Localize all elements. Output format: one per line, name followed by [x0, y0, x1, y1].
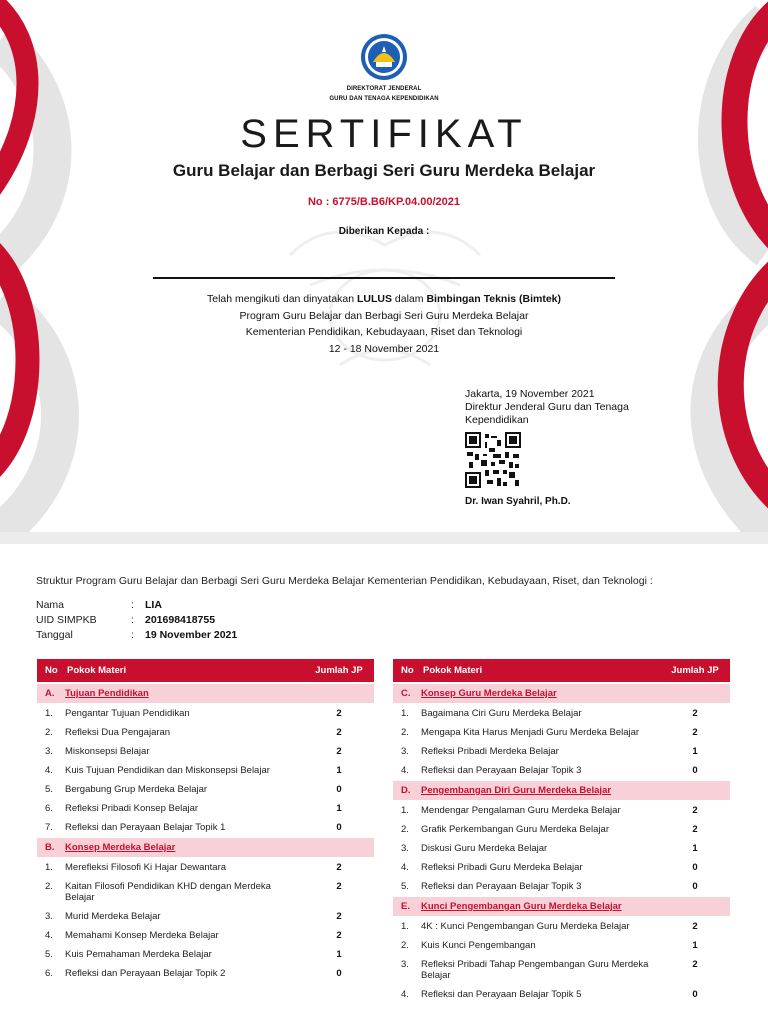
row-no: 1. — [401, 805, 409, 816]
table-row — [393, 876, 730, 895]
table-row — [37, 857, 374, 876]
row-no: 3. — [401, 843, 409, 854]
row-jp: 0 — [336, 968, 342, 979]
row-no: 2. — [401, 940, 409, 951]
structure-intro: Struktur Program Guru Belajar dan Berbagi Seri Guru Merdeka Belajar Kementerian Pendidikan, Kebudayaan, Riset, dan Teknologi : — [36, 575, 653, 587]
row-no: 7. — [45, 822, 53, 833]
table-row — [393, 838, 730, 857]
row-materi: Bagaimana Ciri Guru Merdeka Belajar — [421, 708, 582, 719]
sign-title-1: Direktur Jenderal Guru dan Tenaga — [465, 401, 629, 413]
section-title: Kunci Pengembangan Guru Merdeka Belajar — [421, 901, 622, 912]
row-jp: 2 — [336, 911, 342, 922]
row-materi: Grafik Perkembangan Guru Merdeka Belajar — [421, 824, 609, 835]
materi-table-left — [37, 659, 374, 982]
table-row — [37, 703, 374, 722]
row-no: 6. — [45, 968, 53, 979]
row-no: 1. — [45, 862, 53, 873]
row-no: 2. — [45, 881, 53, 892]
row-no: 6. — [45, 803, 53, 814]
row-no: 3. — [45, 746, 53, 757]
row-materi: Bergabung Grup Merdeka Belajar — [65, 784, 208, 795]
row-no: 1. — [45, 708, 53, 719]
sign-place-date: Jakarta, 19 November 2021 — [465, 388, 595, 400]
row-materi: Mengapa Kita Harus Menjadi Guru Merdeka Belajar — [421, 727, 640, 738]
table-row — [37, 963, 374, 982]
row-jp: 2 — [336, 881, 342, 892]
info-row-nama — [36, 598, 237, 613]
section-letter: C. — [401, 688, 411, 699]
org-line-1: DIREKTORAT JENDERAL — [346, 86, 422, 92]
header-no: No — [401, 665, 414, 676]
header-materi: Pokok Materi — [423, 665, 483, 676]
row-no: 5. — [45, 949, 53, 960]
row-no: 4. — [401, 765, 409, 776]
section-row — [393, 684, 730, 703]
row-materi: Kuis Pemahaman Merdeka Belajar — [65, 949, 212, 960]
row-jp: 1 — [692, 843, 698, 854]
row-jp: 0 — [692, 765, 698, 776]
row-jp: 0 — [692, 862, 698, 873]
table-row — [393, 819, 730, 838]
row-jp: 1 — [336, 949, 342, 960]
row-materi: Memahami Konsep Merdeka Belajar — [65, 930, 219, 941]
body-line-1 — [0, 291, 768, 308]
table-row — [37, 944, 374, 963]
row-jp: 2 — [336, 930, 342, 941]
section-row — [37, 838, 374, 857]
row-materi: 4K : Kunci Pengembangan Guru Merdeka Belajar — [421, 921, 630, 932]
row-no: 4. — [45, 930, 53, 941]
table-row — [393, 760, 730, 779]
certificate-title: SERTIFIKAT — [240, 112, 528, 156]
row-jp: 2 — [692, 805, 698, 816]
body-line-2: Program Guru Belajar dan Berbagi Seri Guru Merdeka Belajar — [239, 309, 529, 322]
table-row — [37, 798, 374, 817]
row-no: 5. — [45, 784, 53, 795]
recipient-name-line — [153, 277, 615, 279]
row-no: 1. — [401, 921, 409, 932]
info-row-tanggal — [36, 628, 237, 643]
table-row — [393, 935, 730, 954]
section-letter: B. — [45, 842, 55, 853]
body-prefix: Telah mengikuti dan dinyatakan — [206, 293, 357, 305]
row-materi: Diskusi Guru Merdeka Belajar — [421, 843, 548, 854]
info-colon: : — [131, 599, 134, 611]
row-materi: Refleksi dan Perayaan Belajar Topik 3 — [421, 765, 582, 776]
row-materi: Kuis Kunci Pengembangan — [421, 940, 536, 951]
materi-table-right — [393, 659, 730, 1003]
section-title: Tujuan Pendidikan — [65, 688, 149, 699]
row-materi: Refleksi Dua Pengajaran — [65, 727, 171, 738]
tut-wuri-handayani-logo — [359, 32, 409, 82]
row-jp: 2 — [336, 746, 342, 757]
row-materi: Refleksi Pribadi Merdeka Belajar — [421, 746, 559, 757]
given-to-label: Diberikan Kepada : — [338, 226, 430, 237]
body-line-4: 12 - 18 November 2021 — [328, 342, 440, 355]
row-jp: 0 — [692, 989, 698, 1000]
row-jp: 0 — [336, 822, 342, 833]
row-jp: 2 — [336, 708, 342, 719]
row-materi: Refleksi dan Perayaan Belajar Topik 1 — [65, 822, 226, 833]
row-jp: 2 — [692, 959, 698, 970]
row-no: 1. — [401, 708, 409, 719]
row-materi: Refleksi Pribadi Konsep Belajar — [65, 803, 199, 814]
info-value: 201698418755 — [145, 614, 216, 626]
row-materi: Murid Merdeka Belajar — [65, 911, 161, 922]
info-label: Tanggal — [36, 629, 73, 641]
org-line-2: GURU DAN TENAGA KEPENDIDIKAN — [329, 96, 439, 102]
row-no: 2. — [45, 727, 53, 738]
table-row — [393, 954, 730, 984]
row-jp: 0 — [692, 881, 698, 892]
row-jp: 2 — [692, 824, 698, 835]
row-materi: Refleksi Pribadi Tahap Pengembangan Guru Merdeka Belajar — [421, 959, 649, 981]
info-row-uid — [36, 613, 237, 628]
qr-code — [465, 432, 521, 488]
lulus-label: LULUS — [357, 293, 392, 305]
row-jp: 2 — [692, 708, 698, 719]
row-materi: Kaitan Filosofi Pendidikan KHD dengan Merdeka Belajar — [65, 881, 271, 903]
structure-page — [0, 544, 768, 1024]
row-jp: 1 — [336, 803, 342, 814]
header-jp: Jumlah JP — [671, 665, 719, 676]
info-value: LIA — [145, 599, 162, 611]
row-jp: 1 — [692, 940, 698, 951]
row-jp: 1 — [336, 765, 342, 776]
table-row — [37, 876, 374, 906]
sign-title-2: Kependidikan — [465, 414, 529, 426]
section-letter: D. — [401, 785, 411, 796]
row-jp: 1 — [692, 746, 698, 757]
row-no: 4. — [401, 989, 409, 1000]
bimtek-label: Bimbingan Teknis (Bimtek) — [426, 293, 562, 305]
certificate-subtitle: Guru Belajar dan Berbagi Seri Guru Merdeka Belajar — [172, 161, 596, 180]
row-no: 3. — [45, 911, 53, 922]
row-materi: Refleksi dan Perayaan Belajar Topik 5 — [421, 989, 582, 1000]
section-letter: A. — [45, 688, 55, 699]
section-title: Konsep Merdeka Belajar — [65, 842, 176, 853]
row-materi: Pengantar Tujuan Pendidikan — [65, 708, 190, 719]
row-no: 3. — [401, 959, 409, 970]
table-row — [393, 741, 730, 760]
table-row — [393, 703, 730, 722]
table-row — [393, 800, 730, 819]
row-jp: 2 — [336, 862, 342, 873]
table-row — [393, 916, 730, 935]
row-jp: 0 — [336, 784, 342, 795]
row-jp: 2 — [336, 727, 342, 738]
row-no: 4. — [401, 862, 409, 873]
header-jp: Jumlah JP — [315, 665, 363, 676]
row-materi: Mendengar Pengalaman Guru Merdeka Belajar — [421, 805, 621, 816]
section-letter: E. — [401, 901, 410, 912]
signature-block — [465, 388, 665, 427]
section-title: Pengembangan Diri Guru Merdeka Belajar — [421, 785, 612, 796]
row-materi: Refleksi dan Perayaan Belajar Topik 3 — [421, 881, 582, 892]
header-no: No — [45, 665, 58, 676]
header-materi: Pokok Materi — [67, 665, 127, 676]
table-row — [37, 760, 374, 779]
row-materi: Refleksi dan Perayaan Belajar Topik 2 — [65, 968, 226, 979]
info-colon: : — [131, 629, 134, 641]
section-row — [37, 684, 374, 703]
table-header — [37, 659, 374, 682]
body-line-3: Kementerian Pendidikan, Kebudayaan, Riset dan Teknologi — [245, 326, 523, 338]
row-no: 5. — [401, 881, 409, 892]
table-row — [37, 779, 374, 798]
table-header — [393, 659, 730, 682]
row-jp: 2 — [692, 727, 698, 738]
info-colon: : — [131, 614, 134, 626]
row-materi: Refleksi Pribadi Guru Merdeka Belajar — [421, 862, 583, 873]
table-row — [37, 906, 374, 925]
info-label: Nama — [36, 599, 65, 611]
row-no: 3. — [401, 746, 409, 757]
row-no: 2. — [401, 727, 409, 738]
signer-name: Dr. Iwan Syahril, Ph.D. — [465, 496, 571, 507]
body-mid: dalam — [392, 293, 427, 305]
info-value: 19 November 2021 — [145, 629, 238, 641]
certificate-number: No : 6775/B.B6/KP.04.00/2021 — [307, 196, 461, 208]
section-row — [393, 897, 730, 916]
participant-info — [36, 598, 237, 643]
table-row — [393, 984, 730, 1003]
section-row — [393, 781, 730, 800]
row-jp: 2 — [692, 921, 698, 932]
row-no: 2. — [401, 824, 409, 835]
table-row — [393, 722, 730, 741]
row-no: 4. — [45, 765, 53, 776]
table-row — [37, 741, 374, 760]
table-row — [37, 925, 374, 944]
certificate-body — [0, 291, 768, 357]
section-title: Konsep Guru Merdeka Belajar — [421, 688, 557, 699]
row-materi: Miskonsepsi Belajar — [65, 746, 150, 757]
info-label: UID SIMPKB — [36, 614, 97, 626]
table-row — [37, 722, 374, 741]
row-materi: Merefleksi Filosofi Ki Hajar Dewantara — [65, 862, 227, 873]
table-row — [393, 857, 730, 876]
table-row — [37, 817, 374, 836]
row-materi: Kuis Tujuan Pendidikan dan Miskonsepsi Belajar — [65, 765, 270, 776]
